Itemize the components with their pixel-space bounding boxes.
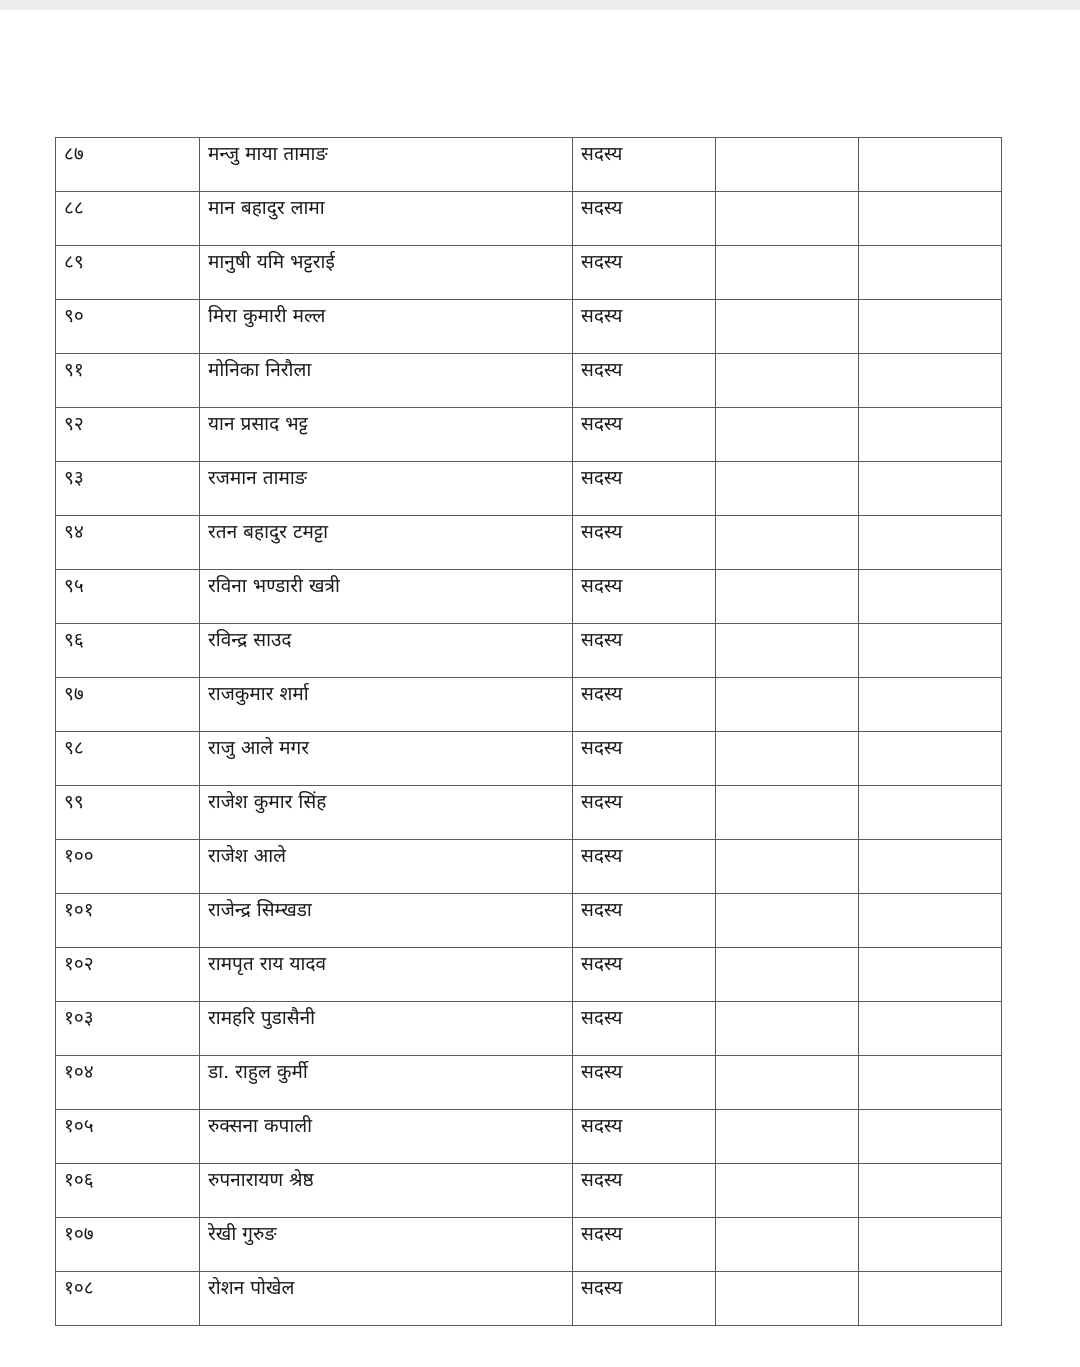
empty-cell — [716, 1056, 859, 1110]
empty-cell — [859, 840, 1002, 894]
table-row — [56, 138, 1002, 192]
top-strip — [0, 0, 1080, 10]
empty-cell — [716, 1272, 859, 1326]
empty-cell — [716, 1110, 859, 1164]
empty-cell — [859, 246, 1002, 300]
member-name-cell: रुक्सना कपाली — [200, 1110, 573, 1164]
serial-number-cell: ९९ — [56, 786, 200, 840]
member-name-cell: रविन्द्र साउद — [200, 624, 573, 678]
member-name-cell: मोनिका निरौला — [200, 354, 573, 408]
serial-number-cell: १०४ — [56, 1056, 200, 1110]
member-role-cell: सदस्य — [573, 408, 716, 462]
member-role-cell: सदस्य — [573, 894, 716, 948]
empty-cell — [859, 894, 1002, 948]
table-row — [56, 678, 1002, 732]
member-name-cell: मिरा कुमारी मल्ल — [200, 300, 573, 354]
member-role-cell: सदस्य — [573, 678, 716, 732]
member-role-cell: सदस्य — [573, 1056, 716, 1110]
member-table — [55, 137, 1002, 1326]
table-row — [56, 408, 1002, 462]
member-name-cell: मानुषी यमि भट्टराई — [200, 246, 573, 300]
empty-cell — [859, 1218, 1002, 1272]
serial-number-cell: ९६ — [56, 624, 200, 678]
empty-cell — [716, 516, 859, 570]
empty-cell — [716, 408, 859, 462]
table-row — [56, 570, 1002, 624]
table-row — [56, 354, 1002, 408]
empty-cell — [859, 516, 1002, 570]
table-row — [56, 1272, 1002, 1326]
empty-cell — [859, 408, 1002, 462]
serial-number-cell: ९८ — [56, 732, 200, 786]
empty-cell — [716, 354, 859, 408]
member-name-cell: रतन बहादुर टमट्टा — [200, 516, 573, 570]
table-row — [56, 840, 1002, 894]
table-row — [56, 462, 1002, 516]
member-name-cell: राजेश कुमार सिंह — [200, 786, 573, 840]
empty-cell — [859, 948, 1002, 1002]
member-role-cell: सदस्य — [573, 840, 716, 894]
serial-number-cell: ८८ — [56, 192, 200, 246]
member-role-cell: सदस्य — [573, 1002, 716, 1056]
empty-cell — [859, 1164, 1002, 1218]
serial-number-cell: ९० — [56, 300, 200, 354]
member-name-cell: रामहरि पुडासैनी — [200, 1002, 573, 1056]
empty-cell — [859, 1056, 1002, 1110]
member-name-cell: रुपनारायण श्रेष्ठ — [200, 1164, 573, 1218]
table-row — [56, 246, 1002, 300]
empty-cell — [716, 246, 859, 300]
member-role-cell: सदस्य — [573, 1218, 716, 1272]
member-name-cell: राजकुमार शर्मा — [200, 678, 573, 732]
serial-number-cell: १०२ — [56, 948, 200, 1002]
table-row — [56, 1164, 1002, 1218]
member-role-cell: सदस्य — [573, 300, 716, 354]
serial-number-cell: १०८ — [56, 1272, 200, 1326]
serial-number-cell: ८९ — [56, 246, 200, 300]
member-role-cell: सदस्य — [573, 1272, 716, 1326]
table-row — [56, 624, 1002, 678]
table-row — [56, 948, 1002, 1002]
empty-cell — [716, 138, 859, 192]
serial-number-cell: ९१ — [56, 354, 200, 408]
table-row — [56, 732, 1002, 786]
member-name-cell: रामपृत राय यादव — [200, 948, 573, 1002]
member-name-cell: रविना भण्डारी खत्री — [200, 570, 573, 624]
member-name-cell: रजमान तामाङ — [200, 462, 573, 516]
member-role-cell: सदस्य — [573, 948, 716, 1002]
empty-cell — [716, 948, 859, 1002]
member-name-cell: रोशन पोखेल — [200, 1272, 573, 1326]
table-row — [56, 192, 1002, 246]
empty-cell — [716, 678, 859, 732]
table-row — [56, 894, 1002, 948]
serial-number-cell: १०० — [56, 840, 200, 894]
empty-cell — [716, 840, 859, 894]
empty-cell — [859, 1110, 1002, 1164]
member-name-cell: यान प्रसाद भट्ट — [200, 408, 573, 462]
empty-cell — [716, 1218, 859, 1272]
serial-number-cell: ८७ — [56, 138, 200, 192]
member-role-cell: सदस्य — [573, 624, 716, 678]
member-role-cell: सदस्य — [573, 1164, 716, 1218]
empty-cell — [716, 786, 859, 840]
member-role-cell: सदस्य — [573, 786, 716, 840]
empty-cell — [859, 786, 1002, 840]
serial-number-cell: १०१ — [56, 894, 200, 948]
empty-cell — [859, 1272, 1002, 1326]
table-row — [56, 1110, 1002, 1164]
empty-cell — [716, 894, 859, 948]
empty-cell — [859, 1002, 1002, 1056]
empty-cell — [716, 192, 859, 246]
empty-cell — [716, 1164, 859, 1218]
member-role-cell: सदस्य — [573, 192, 716, 246]
empty-cell — [716, 1002, 859, 1056]
table-row — [56, 516, 1002, 570]
member-name-cell: डा. राहुल कुर्मी — [200, 1056, 573, 1110]
empty-cell — [859, 732, 1002, 786]
member-name-cell: मान बहादुर लामा — [200, 192, 573, 246]
member-name-cell: राजु आले मगर — [200, 732, 573, 786]
serial-number-cell: ९४ — [56, 516, 200, 570]
empty-cell — [859, 192, 1002, 246]
empty-cell — [859, 624, 1002, 678]
table-row — [56, 786, 1002, 840]
serial-number-cell: ९२ — [56, 408, 200, 462]
table-row — [56, 1218, 1002, 1272]
serial-number-cell: ९३ — [56, 462, 200, 516]
serial-number-cell: १०३ — [56, 1002, 200, 1056]
empty-cell — [716, 570, 859, 624]
member-role-cell: सदस्य — [573, 354, 716, 408]
member-role-cell: सदस्य — [573, 516, 716, 570]
member-table-body — [56, 138, 1002, 1326]
member-role-cell: सदस्य — [573, 1110, 716, 1164]
empty-cell — [859, 354, 1002, 408]
serial-number-cell: ९५ — [56, 570, 200, 624]
table-row — [56, 1002, 1002, 1056]
empty-cell — [716, 624, 859, 678]
serial-number-cell: १०६ — [56, 1164, 200, 1218]
member-role-cell: सदस्य — [573, 732, 716, 786]
empty-cell — [859, 300, 1002, 354]
empty-cell — [716, 300, 859, 354]
empty-cell — [859, 462, 1002, 516]
empty-cell — [859, 678, 1002, 732]
member-name-cell: राजेन्द्र सिम्खडा — [200, 894, 573, 948]
empty-cell — [859, 570, 1002, 624]
empty-cell — [716, 462, 859, 516]
member-name-cell: राजेश आले — [200, 840, 573, 894]
member-name-cell: रेखी गुरुङ — [200, 1218, 573, 1272]
empty-cell — [859, 138, 1002, 192]
table-row — [56, 1056, 1002, 1110]
serial-number-cell: १०७ — [56, 1218, 200, 1272]
member-name-cell: मन्जु माया तामाङ — [200, 138, 573, 192]
serial-number-cell: ९७ — [56, 678, 200, 732]
member-role-cell: सदस्य — [573, 570, 716, 624]
table-row — [56, 300, 1002, 354]
member-role-cell: सदस्य — [573, 138, 716, 192]
member-role-cell: सदस्य — [573, 462, 716, 516]
serial-number-cell: १०५ — [56, 1110, 200, 1164]
member-role-cell: सदस्य — [573, 246, 716, 300]
empty-cell — [716, 732, 859, 786]
